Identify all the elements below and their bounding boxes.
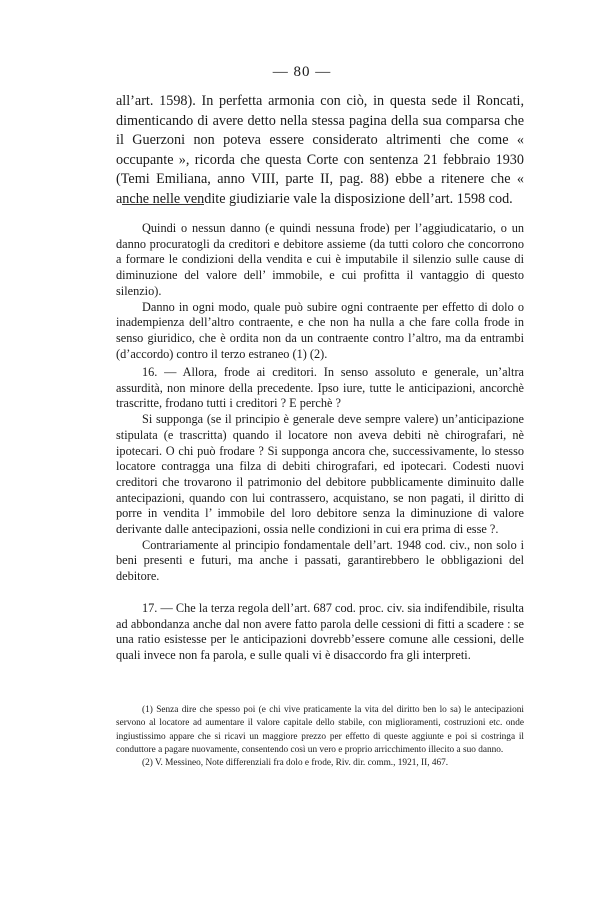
section-17-paragraph: 17. — Che la terza regola dell’art. 687 cod. proc. civ. sia indifendibile, risulta ad abbondanza anche dal non avere fatto parola delle cessioni di fitti a scadere : se una ratio esistesse per le anticipazioni dovrebb’essere comune alle cessioni, delle quali invece non fa parola, e sulle quali vi è disaccordo fra gli interpreti. (116, 601, 524, 663)
quote-paragraph: Danno in ogni modo, quale può subire ogni contraente per effetto di dolo o inadempienza dell’altro contraente, e che non ha nulla a che fare colla frode in senso giuridico, che è ordita non da un contraente contro l’altro, ma da entrambi (d’accordo) contro il terzo estraneo (1) (2). (116, 299, 524, 361)
quote-paragraph: Quindi o nessun danno (e quindi nessuna frode) per l’aggiudicatario, o un danno procuratogli da creditori e debitore assieme (da tutti coloro che concorrono a formare le condizioni della vendita e cui è imputabile il silenzio sulle cause di diminuzione del valore dell’ immobile, e cui profitta il vantaggio di questo silenzio). (116, 221, 524, 298)
footnote: (2) V. Messineo, Note differenziali fra dolo e frode, Riv. dir. comm., 1921, II, 467. (142, 758, 449, 769)
section-16-paragraph: Si supponga (se il principio è generale deve sempre valere) un’anticipazione stipulata (e trascritta) quando il locatore non aveva debiti nè chirografari, nè ipotecari. O chi può frodare ? Si supponga ancora che, successivamente, lo stesso locatore contragga una filza di debiti chirografari, ed ipotecari. Codesti nuovi creditori che trovarono il patrimonio del debitore pubblicamente diminuito dalle antecipazioni, quando con lui contrassero, acquistano, se non pagati, il diritto di porre in vendita l’ immobile del loro debitore senza la diminuzione di valore derivante dalle antecipazioni, ossia nelle condizioni in cui era prima di esse ?. (116, 412, 524, 537)
page-number: — 80 — (272, 64, 332, 80)
section-16-paragraph: Contrariamente al principio fondamentale dell’art. 1948 cod. civ., non solo i beni presenti e futuri, ma anche i passati, garantirebbero le obbligazioni del debitore. (116, 537, 524, 584)
footnotes (116, 704, 524, 770)
footnote: (1) Senza dire che spesso poi (e chi vive praticamente la vita del diritto ben lo sa) le antecipazioni servono al locatore ad aumentare il valore capitale dello stabile, con miglioramenti, costruzioni etc. onde ingiustissimo appare che si ricavi un maggiore prezzo per effetto di queste aggiunte e poi si costringa il conduttore a pagare nuovamente, consentendo così un vero e proprio arricchimento illecito a suo danno. (116, 705, 524, 755)
quoted-block (116, 221, 524, 362)
continuation-paragraph: all’art. 1598). In perfetta armonia con ciò, in questa sede il Roncati, dimenticando di avere detto nella stessa pagina della sua comparsa che il Guerzoni non poteva essere considerato altrimenti che come « occupante », ricorda che questa Corte con sentenza 21 febbraio 1930 (Temi Emiliana, anno VIII, parte II, pag. 88) ebbe a ritenere che « anche nelle vendite giudiziarie vale la disposizione dell’art. 1598 cod. (116, 93, 524, 207)
separator-rule (122, 204, 204, 205)
section-16-paragraph: 16. — Allora, frode ai creditori. In senso assoluto e generale, un’altra assurdità, non minore della precedente. Ipso iure, tutte le anticipazioni, ancorchè trascritte, frodano tutti i creditori ? E perchè ? (116, 365, 524, 411)
section-16 (116, 365, 524, 585)
